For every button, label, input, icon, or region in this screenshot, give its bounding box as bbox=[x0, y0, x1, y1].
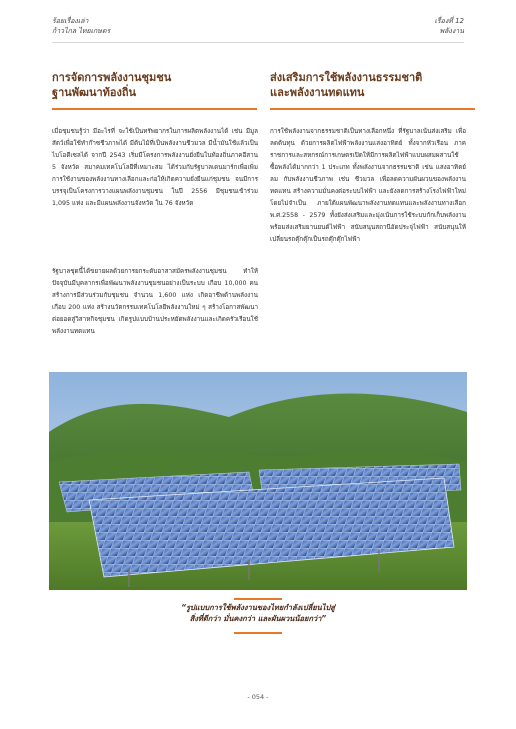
left-title-rule bbox=[52, 108, 257, 110]
caption-rule-top bbox=[234, 598, 282, 600]
left-title-line2: ฐานพัฒนาท้องถิ่น bbox=[52, 86, 137, 99]
right-title-line1: ส่งเสริมการใช้พลังงานธรรมชาติ bbox=[270, 71, 423, 84]
right-section-title bbox=[270, 70, 470, 100]
header-divider bbox=[52, 42, 464, 43]
running-header-right bbox=[434, 16, 464, 36]
right-title-rule bbox=[270, 108, 475, 110]
running-header-left bbox=[52, 16, 110, 36]
series-title: ร้อยเรื่องเล่า bbox=[52, 17, 89, 25]
caption-line2: สิ่งที่ดีกว่า มั่นคงกว่า และผันผวนน้อยกว่า” bbox=[189, 614, 327, 623]
caption-rule-bottom bbox=[234, 632, 282, 634]
caption-line1: “รูปแบบการใช้พลังงานของไทยกำลังเปลี่ยนไปสู่ bbox=[181, 603, 335, 612]
right-title-line2: และพลังงานทดแทน bbox=[270, 86, 365, 99]
left-paragraph-2: รัฐบาลชุดนี้ได้ขยายผลด้วยการยกระดับอาสาสมัครพลังงานชุมชน ทำให้ปัจจุบันมีบุคลากรเพื่อพัฒนาพลังงานชุมชนอย่างเป็นระบบ เกือบ 10,000 คน สร้างการมีส่วนร่วมกับชุมชน จำนวน 1,600 แห่ง เกิดอาชีพด้านพลังงาน เกือบ 200 แห่ง สร้างนวัตกรรมเทคโนโลยีพลังงานใหม่ ๆ สร้างโอกาสพัฒนาต่อยอดสู่วิสาหกิจชุมชน เกิดรูปแบบบ้านประหยัดพลังงานและเกิดครัวเรือนใช้พลังงานทดแทน bbox=[52, 268, 258, 335]
left-paragraph-1: เมื่อชุมชนรู้ว่า มีอะไรที่ จะใช้เป็นทรัพยากรในการผลิตพลังงานได้ เช่น มีมูลสัตว์เพื่อใช้ทำก๊าซชีวภาพได้ มีต้นไม้ที่เป็นพลังงานชีวมวล มีน้ำมันใช้แล้วเป็นไบโอดีเซลได้ จากปี 2543 เริ่มมีโครงการพลังงานยั่งยืนในท้องถิ่นภาคอีสาน 5 จังหวัด สมาคมเทคโนโลยีที่เหมาะสม ได้ร่วมกับรัฐบาลเดนมาร์กเพื่อเพิ่มการใช้งานของพลังงานทางเลือกและก่อให้เกิดความยั่งยืนแก่ชุมชน จนมีการบรรจุเป็นโครงการวางแผนพลังงานชุมชน ในปี 2556 มีชุมชนเข้าร่วม 1,095 แห่ง และมีแผนพลังงานจังหวัด ใน 76 จังหวัด bbox=[52, 128, 258, 207]
left-section-title bbox=[52, 70, 262, 100]
story-number: เรื่องที่ 12 bbox=[434, 17, 464, 25]
story-topic: พลังงาน bbox=[439, 27, 464, 35]
page-number: - 054 - bbox=[247, 693, 269, 701]
right-paragraph-1: การใช้พลังงานจากธรรมชาติเป็นทางเลือกหนึ่ง ที่รัฐบาลเน้นส่งเสริม เพื่อลดต้นทุน ด้วยการผลิตไฟฟ้าพลังงานแสงอาทิตย์ ทั้งจากหัวเรือน ภาคราชการและสหกรณ์การเกษตรเปิดให้มีการผลิตไฟฟ้าแบบผสมผสานใช้ซื้อพลังได้มากกว่า 1 ประเภท ทั้งพลังงานจากธรรมชาติ เช่น แสงอาทิตย์ ลม กับพลังงานชีวภาพ เช่น ชีวมวล เพื่อลดความผันผวนของพลังงานทดแทน สร้างความมั่นคงต่อระบบไฟฟ้า และยังลดการสร้างโรงไฟฟ้าใหม่โดยไม่จำเป็น ภายใต้แผนพัฒนาพลังงานทดแทนและพลังงานทางเลือก พ.ศ.2558 - 2579 ทั้งยังส่งเสริมและมุ่งเน้นการใช้ระบบกักเก็บพลังงาน พร้อมส่งเสริมยานยนต์ไฟฟ้า สนับสนุนสถานีอัดประจุไฟฟ้า สนับสนุนให้เปลี่ยนรถตุ๊กตุ๊กเป็นรถตุ๊กตุ๊กไฟฟ้า bbox=[270, 128, 466, 243]
left-title-line1: การจัดการพลังงานชุมชน bbox=[52, 71, 172, 84]
series-subtitle: ก้าวไกล ไทยเกษตร bbox=[52, 27, 111, 35]
photo-caption bbox=[140, 602, 376, 624]
solar-panel-photo bbox=[49, 372, 467, 590]
